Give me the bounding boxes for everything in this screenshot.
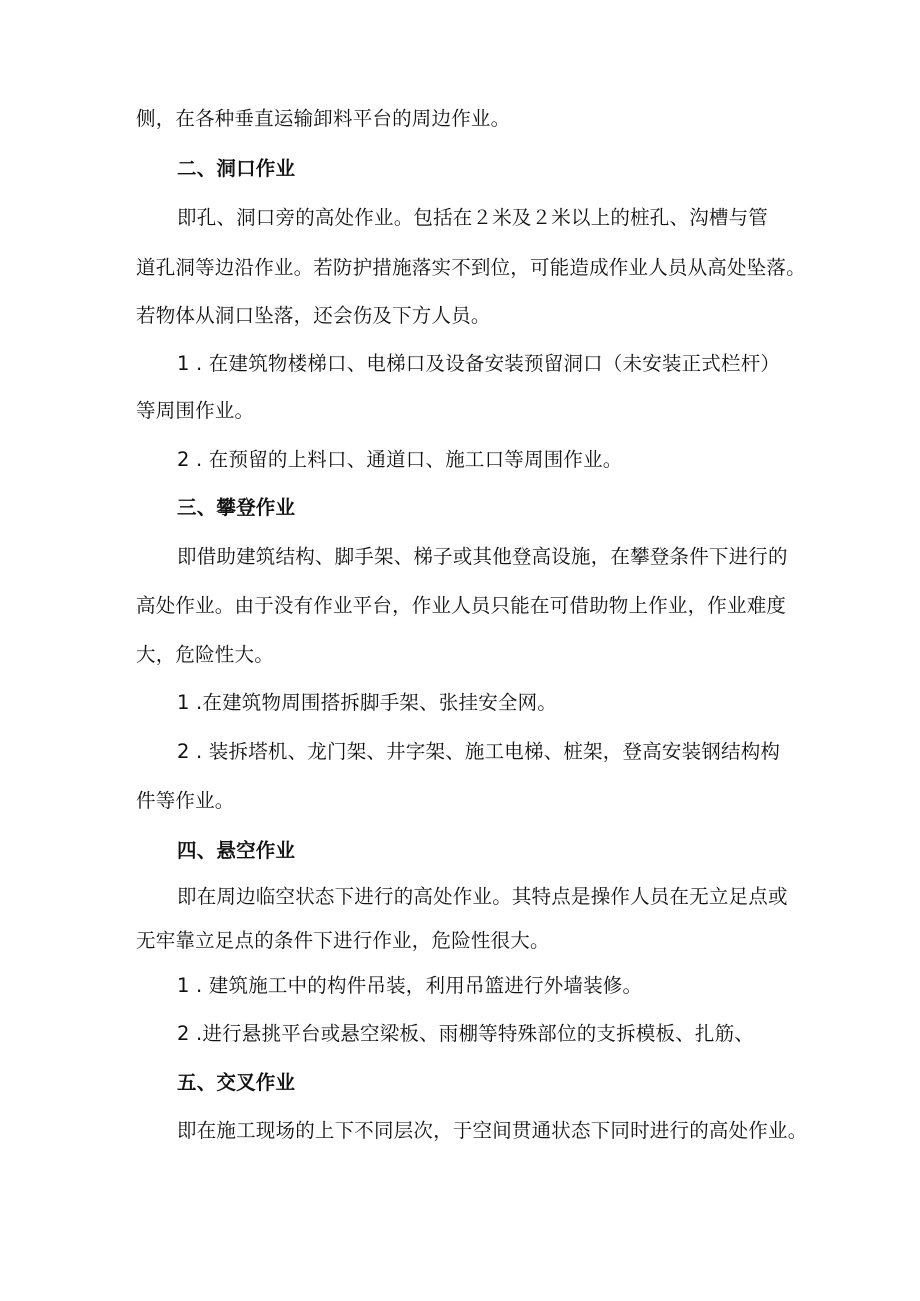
section-heading-suspended: 四、悬空作业 — [177, 839, 296, 862]
paragraph-line: 件等作业。 — [136, 789, 235, 812]
list-item: 1 .在建筑物周围搭拆脚手架、张挂安全网。 — [177, 691, 558, 714]
paragraph-line: 无牢靠立足点的条件下进行作业，危险性很大。 — [136, 929, 550, 952]
list-item: 2 .进行悬挑平台或悬空梁板、雨棚等特殊部位的支拆模板、扎筋、 — [177, 1022, 755, 1045]
paragraph-line: 侧，在各种垂直运输卸料平台的周边作业。 — [136, 107, 511, 130]
paragraph-line: 即孔、洞口旁的高处作业。包括在２米及２米以上的桩孔、沟槽与管 — [177, 206, 769, 229]
section-heading-cross: 五、交叉作业 — [177, 1071, 296, 1094]
paragraph-line: 若物体从洞口坠落，还会伤及下方人员。 — [136, 304, 491, 327]
paragraph-line: 等周围作业。 — [136, 399, 255, 422]
list-item: 2 . 装拆塔机、龙门架、井字架、施工电梯、桩架，登高安装钢结构构 — [177, 740, 781, 763]
paragraph-line: 大，危险性大。 — [136, 643, 274, 666]
list-item: 1 . 建筑施工中的构件吊装，利用吊篮进行外墙装修。 — [177, 974, 643, 997]
paragraph-line: 高处作业。由于没有作业平台，作业人员只能在可借助物上作业，作业难度 — [136, 594, 787, 617]
list-item: 2 . 在预留的上料口、通道口、施工口等周围作业。 — [177, 448, 623, 471]
paragraph-line: 即在周边临空状态下进行的高处作业。其特点是操作人员在无立足点或 — [177, 885, 788, 908]
paragraph-line: 即在施工现场的上下不同层次，于空间贯通状态下同时进行的高处作业。 — [177, 1119, 808, 1142]
paragraph-line: 即借助建筑结构、脚手架、梯子或其他登高设施，在攀登条件下进行的 — [177, 545, 788, 568]
list-item: 1 . 在建筑物楼梯口、电梯口及设备安装预留洞口（未安装正式栏杆） — [177, 352, 781, 375]
paragraph-line: 道孔洞等边沿作业。若防护措施落实不到位，可能造成作业人员从高处坠落。 — [136, 256, 806, 279]
section-heading-openings: 二、洞口作业 — [177, 157, 296, 180]
section-heading-climbing: 三、攀登作业 — [177, 496, 296, 519]
